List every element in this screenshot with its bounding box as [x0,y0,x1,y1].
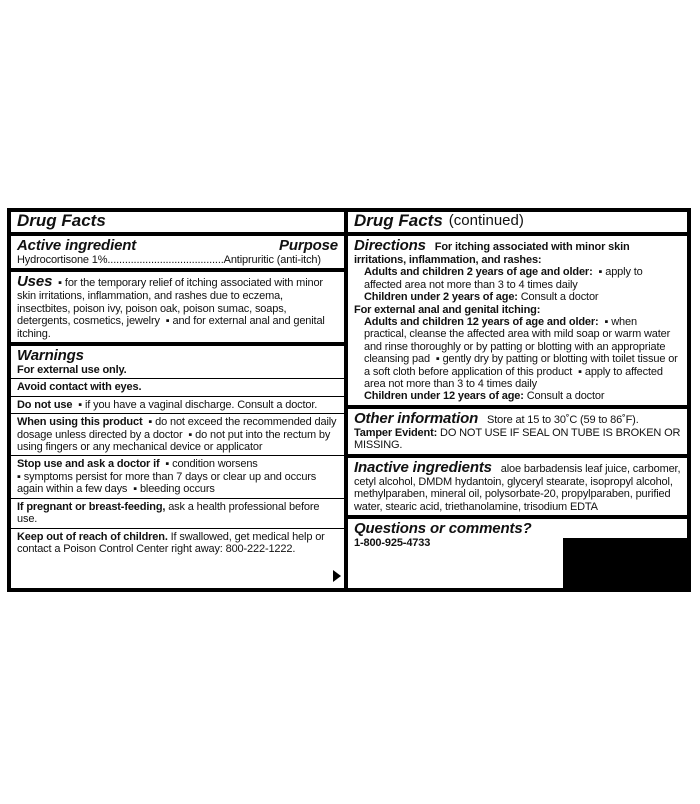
uses-text-2: and for external anal and genital itching. [17,315,325,340]
other-information-section [348,409,687,458]
stop-use-text-2: symptoms persist for more than 7 days or clear up and occurs again within a few days [17,470,317,496]
tamper-label: Tamper Evident: [354,426,438,439]
when-using-label: When using this product [17,416,143,429]
stop-use-text-3: bleeding occurs [139,483,215,496]
bullet-icon: ▪ [165,315,170,328]
keep-out-label: Keep out of reach of children. [17,530,168,543]
leader-dots: ........................................ [107,254,224,266]
right-column [348,212,687,588]
stop-use-section [11,456,344,498]
do-not-use-label: Do not use [17,398,73,411]
under-12-label: Children under 12 years of age: [364,390,524,403]
bullet-icon: ▪ [165,458,170,471]
active-ingredient-name: Hydrocortisone 1% [17,254,108,266]
keep-out-section [11,529,344,589]
adults-12-text-2: gently dry by patting or blotting with toilet tissue or a soft cloth before application of this product [364,353,678,378]
pregnant-label: If pregnant or breast-feeding, [17,500,166,513]
bullet-icon: ▪ [78,398,82,411]
adults-2-label: Adults and children 2 years of age and older: [364,266,593,279]
continue-arrow-icon [333,570,341,582]
do-not-use-section [11,397,344,414]
adults-12-text-3: apply to affected area not more than 3 to 4 times daily [364,365,663,391]
under-2-label: Children under 2 years of age: [364,291,518,304]
left-column [11,212,344,588]
tamper-text: DO NOT USE IF SEAL ON TUBE IS BROKEN OR MISSING. [354,426,681,452]
drug-facts-title: Drug Facts [17,211,106,230]
when-using-text-1: do not exceed the recommended daily dosage unless directed by a doctor [17,416,337,441]
uses-text: for the temporary relief of itching associated with minor skin irritations, inflammation, and rashes due to eczema, insectbites, poison ivy, poison oak, poison sumac, soaps, detergents, cosmetics, jewelry [17,277,323,328]
external-use-text: For external use only. [17,364,127,377]
stop-use-label: Stop use and ask a doctor if [17,458,160,471]
purpose-title: Purpose [279,237,338,254]
store-text: Store at 15 to 30˚C (59 to 86˚F). [487,413,639,426]
inactive-ingredients-title: Inactive ingredients [354,458,492,476]
active-ingredient-section [11,236,344,272]
uses-section [11,272,344,346]
bullet-icon: ▪ [17,470,21,483]
under-2-text: Consult a doctor [520,291,599,304]
when-using-section [11,414,344,456]
bullet-icon: ▪ [435,353,440,366]
when-using-text-2: do not put into the rectum by using fingers or any mechanical device or applicator [17,428,331,454]
uses-title: Uses [17,273,53,291]
bullet-icon: ▪ [578,365,582,378]
bullet-icon: ▪ [58,277,62,290]
drug-facts-label [7,208,691,592]
pregnant-text: ask a health professional before use. [17,500,320,526]
bullet-icon: ▪ [604,316,609,329]
black-panel [563,538,687,588]
avoid-contact-section [11,379,344,396]
avoid-contact-text: Avoid contact with eyes. [17,381,142,394]
adults-12-label: Adults and children 12 years of age and older: [364,316,599,329]
directions-intro: For itching associated with minor skin irritations, inflammation, and rashes: [354,241,630,266]
bullet-icon: ▪ [133,483,137,496]
adults-2-text: apply to affected area not more than 3 to 4 times daily [364,266,643,291]
warnings-heading-section [11,346,344,379]
drug-facts-continued-header [348,212,687,236]
questions-phone: 1-800-925-4733 [354,536,431,549]
drug-facts-title-right: Drug Facts [354,211,443,230]
bullet-icon: ▪ [148,416,153,429]
continued-label: (continued) [448,212,524,229]
adults-12-text-1: when practical, cleanse the affected area with mild soap or warm water and rinse thoroughly or by patting or blotting with an appropriate cleansing pad [364,316,671,366]
stop-use-text-1: condition worsens [172,458,258,471]
inactive-ingredients-section [348,458,687,519]
do-not-use-text: if you have a vaginal discharge. Consult a doctor. [85,398,318,411]
directions-section [348,236,687,409]
other-information-title: Other information [354,409,479,427]
inactive-ingredients-text: aloe barbadensis leaf juice, carbomer, cetyl alcohol, DMDM hydantoin, glyceryl stearate, isopropyl alcohol, methylparaben, mineral oil, polysorbate-20, propylparaben, purified water, stearic acid, triethanolamine, trisodium EDTA [354,462,681,513]
keep-out-text: If swallowed, get medical help or contact a Poison Control Center right away: 800-222-1222. [17,530,325,555]
purpose-text: Antipruritic (anti-itch) [223,254,321,266]
anal-itching-label: For external anal and genital itching: [354,303,541,316]
warnings-title: Warnings [17,347,84,365]
questions-title: Questions or comments? [354,519,532,537]
pregnant-section [11,499,344,529]
drug-facts-header [11,212,344,236]
bullet-icon: ▪ [188,428,193,441]
under-12-text: Consult a doctor [526,390,605,403]
bullet-icon: ▪ [598,266,603,279]
directions-title: Directions [354,237,426,254]
active-ingredient-title: Active ingredient [17,237,137,254]
